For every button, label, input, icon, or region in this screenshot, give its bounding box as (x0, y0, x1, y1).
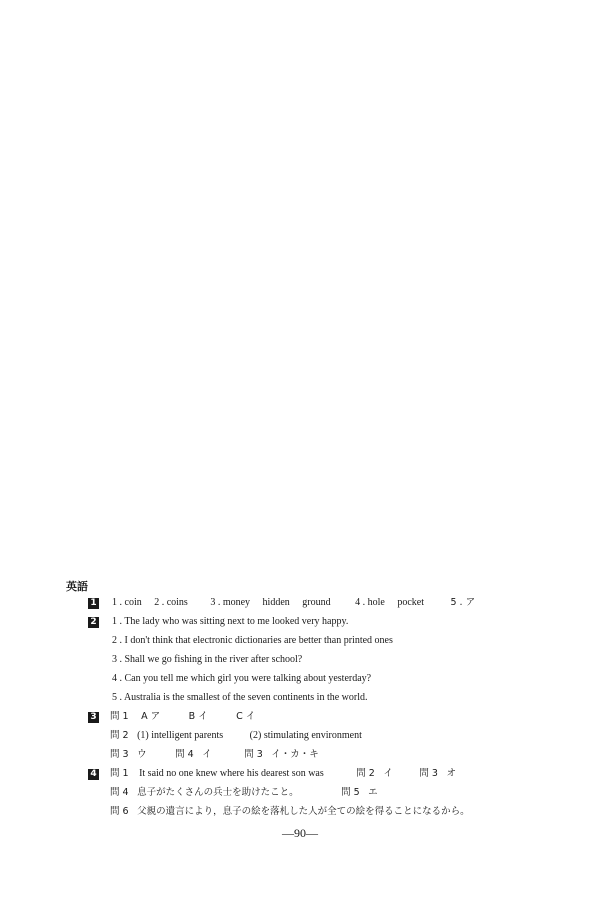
q1-item: hidden (262, 597, 290, 608)
q4-label: 問 4 (110, 787, 129, 798)
q3-answer: B イ (188, 711, 208, 722)
q4-label: 問 6 (110, 806, 129, 817)
q3-answer: イ (202, 749, 212, 760)
q3-answer: (1) intelligent parents (137, 730, 224, 741)
q4-line-1 (110, 768, 456, 780)
q1-item: 4 . hole (355, 597, 385, 608)
q3-answer: ウ (137, 749, 147, 760)
question-number-4: 4 (88, 769, 99, 780)
q3-line-2 (110, 730, 362, 742)
q3-label: 問 1 (110, 711, 129, 722)
q4-answer: エ (368, 787, 378, 798)
q4-line-2 (110, 787, 378, 799)
q3-answer: イ・カ・キ (271, 749, 319, 760)
q1-item: 3 . money (210, 597, 251, 608)
q1-answers (112, 597, 475, 609)
question-number-2: 2 (88, 617, 99, 628)
q3-label: 問 3 (110, 749, 129, 760)
q4-answer: イ (383, 768, 393, 779)
q3-line-3 (110, 749, 319, 761)
q4-label: 問 3 (419, 768, 438, 779)
q4-label: 問 5 (341, 787, 360, 798)
q1-item: 2 . coins (154, 597, 188, 608)
q4-label: 問 2 (356, 768, 375, 779)
q4-answer: 父親の遺言により，息子の絵を落札した人が全ての絵を得ることになるから。 (137, 806, 470, 817)
q3-label: 問 2 (110, 730, 129, 741)
question-number-3: 3 (88, 712, 99, 723)
q1-item: pocket (397, 597, 424, 608)
q3-label: 問 3 (244, 749, 263, 760)
q4-line-3 (110, 806, 470, 818)
q4-answer: 息子がたくさんの兵士を助けたこと。 (137, 787, 299, 798)
q3-label: 問 4 (175, 749, 194, 760)
q1-item: ground (302, 597, 331, 608)
q4-answer: オ (446, 768, 456, 779)
q4-answer: It said no one knew where his dearest son was (139, 768, 324, 779)
q3-line-1 (110, 711, 255, 723)
q3-answer: A ア (141, 711, 161, 722)
q2-line: 4 . Can you tell me which girl you were talking about yesterday? (112, 673, 372, 684)
q4-label: 問 1 (110, 768, 129, 779)
q3-answer: C イ (236, 711, 256, 722)
q1-item: 5 . ア (450, 597, 476, 608)
question-number-1: 1 (88, 598, 99, 609)
q2-line: 5 . Australia is the smallest of the seven continents in the world. (112, 692, 368, 703)
q1-item: 1 . coin (112, 597, 142, 608)
q2-line: 1 . The lady who was sitting next to me looked very happy. (112, 616, 349, 627)
q2-line: 2 . I don't think that electronic dictionaries are better than printed ones (112, 635, 393, 646)
page-number: —90— (282, 826, 318, 840)
q2-line: 3 . Shall we go fishing in the river after school? (112, 654, 303, 665)
q3-answer: (2) stimulating environment (249, 730, 362, 741)
section-title: 英語 (66, 580, 88, 593)
